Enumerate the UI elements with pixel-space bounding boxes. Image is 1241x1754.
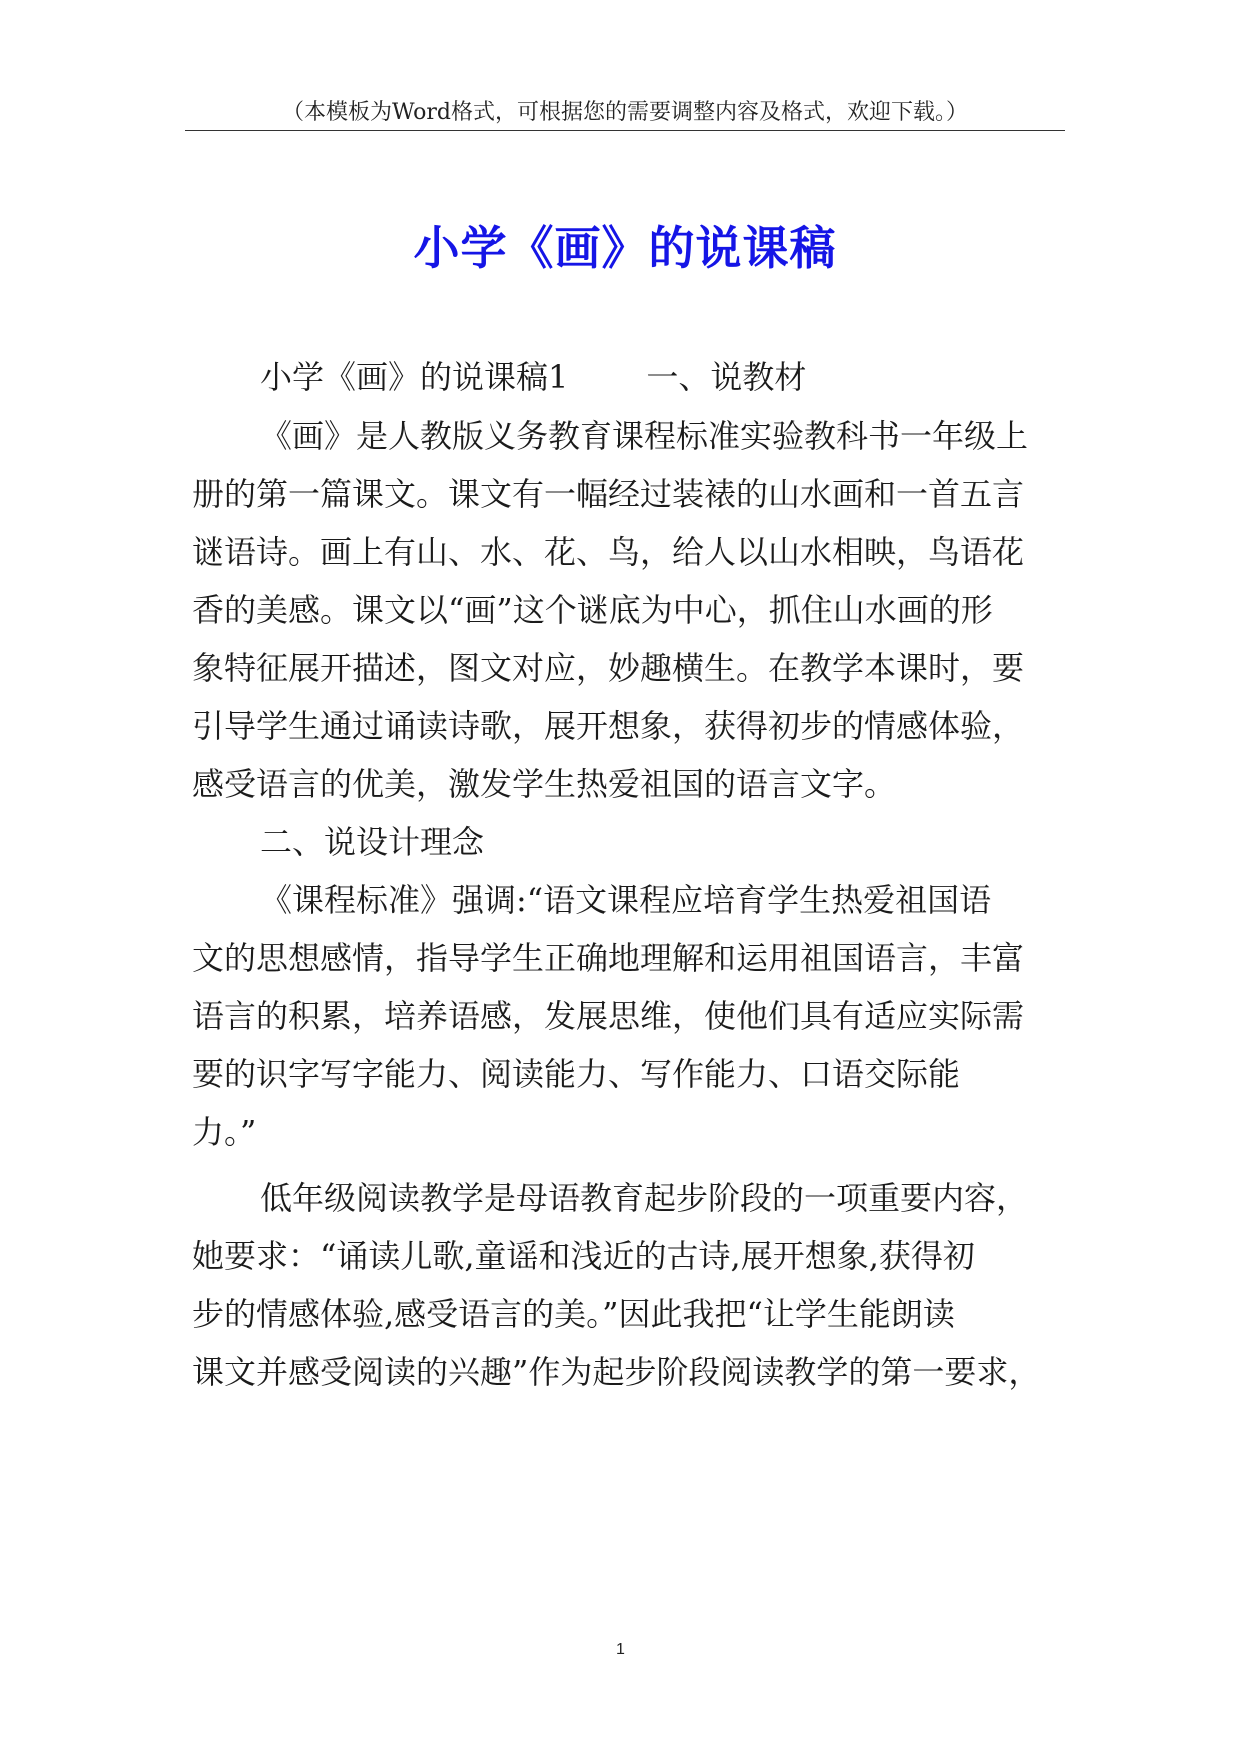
header-divider	[185, 130, 1065, 131]
paragraph-line: 力。”	[192, 1113, 257, 1151]
document-title: 小学《画》的说课稿	[413, 221, 837, 275]
paragraph-line: 语言的积累，培养语感，发展思维，使他们具有适应实际需	[192, 997, 1025, 1035]
paragraph-line: 课文并感受阅读的兴趣”作为起步阶段阅读教学的第一要求，	[192, 1353, 1041, 1391]
section-heading-line	[260, 357, 806, 397]
header-note: （本模板为Word格式，可根据您的需要调整内容及格式，欢迎下载。）	[282, 100, 968, 125]
lesson-heading: 小学《画》的说课稿1	[260, 358, 569, 396]
paragraph-line: 步的情感体验,感受语言的美。”因此我把“让学生能朗读	[192, 1295, 955, 1333]
paragraph-line: 香的美感。课文以“画”这个谜底为中心，抓住山水画的形	[192, 591, 993, 629]
paragraph-line: 引导学生通过诵读诗歌，展开想象，获得初步的情感体验，	[192, 707, 1025, 745]
paragraph-line: 低年级阅读教学是母语教育起步阶段的一项重要内容，	[260, 1179, 1029, 1217]
paragraph-line: 感受语言的优美，激发学生热爱祖国的语言文字。	[192, 765, 897, 803]
paragraph-line: 《课程标准》强调:“语文课程应培育学生热爱祖国语	[260, 881, 992, 919]
paragraph-line: 她要求：“诵读儿歌,童谣和浅近的古诗,展开想象,获得初	[192, 1237, 975, 1275]
paragraph-line: 文的思想感情，指导学生正确地理解和运用祖国语言，丰富	[192, 939, 1025, 977]
paragraph-line: 册的第一篇课文。课文有一幅经过装裱的山水画和一首五言	[192, 475, 1025, 513]
paragraph-line: 象特征展开描述，图文对应，妙趣横生。在教学本课时，要	[192, 649, 1025, 687]
section-heading-design: 二、说设计理念	[260, 823, 485, 861]
paragraph-line: 谜语诗。画上有山、水、花、鸟，给人以山水相映，鸟语花	[192, 533, 1025, 571]
paragraph-line: 《画》是人教版义务教育课程标准实验教科书一年级上	[260, 417, 1029, 455]
paragraph-line: 要的识字写字能力、阅读能力、写作能力、口语交际能	[192, 1055, 961, 1093]
section-heading-textbook: 一、说教材	[646, 358, 807, 396]
page-number: 1	[616, 1641, 625, 1658]
